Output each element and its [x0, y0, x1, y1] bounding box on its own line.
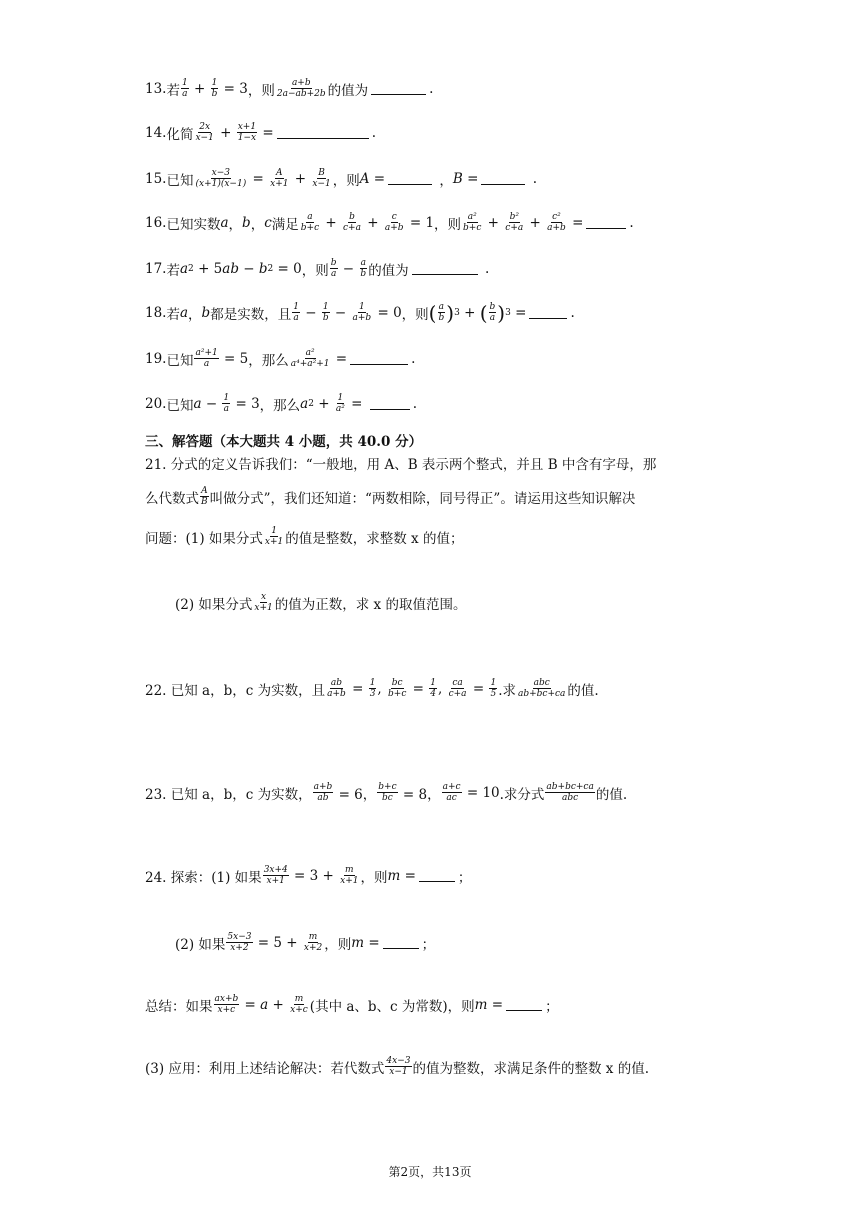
fraction: $\frac{\text{a²}}{b+c}$ — [463, 212, 482, 233]
fraction: $\frac{B}{x-1}$ — [312, 168, 331, 189]
fraction: $\frac{1}{a}$ — [223, 393, 230, 414]
fraction: $\frac{1}{\text{a²}}$ — [335, 393, 345, 414]
fraction: $\frac{c}{a+b}$ — [384, 212, 404, 233]
fraction: $\frac{a}{b}$ — [360, 258, 367, 279]
fraction: $\frac{5x-3}{x+2}$ — [227, 932, 252, 953]
problem-24-part1: 24. 探索：(1) 如果 $\frac{3x+4}{x+1}$ = 3 + $\frac{m}{x+1}$ ，则 m = ； — [145, 865, 472, 886]
problem-24-part2: (2) 如果 $\frac{5x-3}{x+2}$ = 5 + $\frac{m}{x+2}$ ，则 m = ； — [175, 932, 436, 953]
answer-blank[interactable] — [383, 936, 419, 949]
problem-21-line2: 么代数式 $\frac{A}{B}$ 叫做分式”，我们还知道：“两数相除，同号得正”。请运用这些知识解决 — [145, 486, 636, 507]
problem-21-line3: 问题：(1) 如果分式 $\frac{1}{x+1}$ 的值是整数，求整数 x 的值； — [145, 526, 464, 547]
problem-22: 22. 已知 a，b，c 为实数，且 $\frac{ab}{a+b}$ = $\frac{1}{3}$ , $\frac{bc}{b+c}$ = $\frac{1}{4}$ , $\frac{ca}{c+a}$ = $\frac{1}{5}$ .求 $\frac{\text{abc}}{ab+bc+ca}$ 的值. — [145, 678, 599, 699]
problem-21-line1: 21. 分式的定义告诉我们：“一般地，用 A、B 表示两个整式，并且 B 中含有字母，那 — [145, 457, 657, 473]
fraction: $\frac{a+b}{2a-ab+2b}$ — [276, 78, 326, 99]
fraction: $\frac{ab+bc+ca}{\text{abc}}$ — [546, 782, 594, 803]
answer-blank[interactable] — [412, 262, 478, 275]
fraction: $\frac{x-3}{(x+1)(x-1)}$ — [195, 168, 247, 189]
fraction: $\frac{1}{a}$ — [293, 302, 299, 323]
fraction: $\frac{ab}{a+b}$ — [327, 678, 346, 699]
fraction: $\frac{\text{a²+1}}{a}$ — [195, 348, 218, 369]
fraction: $\frac{bc}{b+c}$ — [388, 678, 407, 699]
fraction: $\frac{1}{b}$ — [211, 78, 218, 99]
answer-blank[interactable] — [370, 397, 410, 410]
answer-blank[interactable] — [388, 172, 432, 185]
problem-16: 16. 已知实数 a ， b ， c 满足 $\frac{a}{b+c}$ + $\frac{b}{c+a}$ + $\frac{c}{a+b}$ = 1 ，则 $\frac{\text{a²}}{b+c}$ + $\frac{\text{b²}}{c+a}$ + $\frac{\text{c²}}{a+b}$ = . — [145, 212, 634, 233]
fraction: $\frac{m}{x+c}$ — [290, 994, 308, 1015]
fraction: $\frac{a+c}{ac}$ — [442, 782, 461, 803]
fraction: $\frac{1}{5}$ — [490, 678, 497, 699]
fraction: $\frac{3x+4}{x+1}$ — [263, 865, 288, 886]
fraction: $\frac{ax+b}{x+c}$ — [214, 994, 239, 1015]
fraction: $\frac{1}{3}$ — [369, 678, 376, 699]
fraction: $\frac{1}{4}$ — [430, 678, 436, 699]
problem-13: 13. 若 $\frac{1}{a}$ + $\frac{1}{b}$ = 3 ，则 $\frac{a+b}{2a-ab+2b}$ 的值为 . — [145, 78, 434, 99]
fraction: $\frac{\text{c²}}{a+b}$ — [547, 212, 566, 233]
fraction: $\frac{m}{x+2}$ — [303, 932, 323, 953]
problem-17: 17. 若 a 2 + 5 ab − b 2 = 0 ，则 $\frac{b}{a}$ − $\frac{a}{b}$ 的值为 . — [145, 258, 490, 279]
answer-blank[interactable] — [529, 306, 567, 319]
fraction: $\frac{a}{b+c}$ — [300, 212, 320, 233]
answer-blank[interactable] — [350, 352, 408, 365]
answer-blank[interactable] — [481, 172, 525, 185]
fraction: $\frac{1}{x+1}$ — [264, 526, 284, 547]
fraction: $\frac{b}{a}$ — [330, 258, 337, 279]
fraction: $\frac{A}{x+1}$ — [270, 168, 289, 189]
problem-20: 20. 已知 a − $\frac{1}{a}$ = 3 ，那么 a 2 + $\frac{1}{\text{a²}}$ = . — [145, 393, 418, 414]
page-footer: 第2页，共13页 — [388, 1165, 472, 1179]
problem-19: 19. 已知 $\frac{\text{a²+1}}{a}$ = 5 ，那么 $\frac{\text{a²}}{\text{a⁴+a²+1}}$ = . — [145, 348, 416, 369]
fraction: $\frac{A}{B}$ — [201, 486, 208, 507]
fraction: $\frac{1}{b}$ — [322, 302, 329, 323]
fraction: $\frac{x}{x+1}$ — [254, 592, 273, 613]
section-heading: 三、解答题（本大题共 4 小题，共 40.0 分） — [145, 434, 423, 450]
answer-blank[interactable] — [506, 998, 542, 1011]
fraction: $\frac{4x-3}{x-1}$ — [386, 1056, 411, 1077]
problem-18: 18. 若 a ， b 都是实数，且 $\frac{1}{a}$ − $\frac{1}{b}$ − $\frac{1}{a+b}$ = 0 ，则 ( $\frac{a}{b}$ ) 3 + ( $\frac{b}{a}$ ) 3 = . — [145, 300, 575, 325]
problem-24-part3: (3) 应用：利用上述结论解决：若代数式 $\frac{4x-3}{x-1}$ 的值为整数，求满足条件的整数 x 的值. — [145, 1056, 649, 1077]
answer-blank[interactable] — [419, 869, 455, 882]
fraction: $\frac{1}{a+b}$ — [352, 302, 372, 323]
fraction: $\frac{\text{a²}}{\text{a⁴+a²+1}}$ — [290, 348, 330, 369]
answer-blank[interactable] — [586, 216, 626, 229]
fraction: $\frac{2x}{x-1}$ — [195, 122, 214, 143]
problem-24-summary: 总结：如果 $\frac{ax+b}{x+c}$ = a + $\frac{m}{x+c}$ (其中 a、b、c 为常数)，则 m = ； — [145, 994, 559, 1015]
fraction: $\frac{a+b}{ab}$ — [313, 782, 333, 803]
fraction: $\frac{m}{x+1}$ — [340, 865, 359, 886]
fraction: $\frac{a}{b}$ — [438, 302, 445, 323]
fraction: $\frac{b}{a}$ — [489, 302, 496, 323]
fraction: $\frac{x+1}{1-x}$ — [237, 122, 257, 143]
problem-15: 15. 已知 $\frac{x-3}{(x+1)(x-1)}$ = $\frac{A}{x+1}$ + $\frac{B}{x-1}$ ，则 A = ， B = . — [145, 168, 537, 189]
fraction: $\frac{b}{c+a}$ — [343, 212, 361, 233]
problem-21-line4: (2) 如果分式 $\frac{x}{x+1}$ 的值为正数，求 x 的取值范围。 — [175, 592, 467, 613]
problem-14: 14. 化简 $\frac{2x}{x-1}$ + $\frac{x+1}{1-x}$ = . — [145, 122, 376, 143]
fraction: $\frac{1}{a}$ — [181, 78, 188, 99]
problem-23: 23. 已知 a，b，c 为实数， $\frac{a+b}{ab}$ = 6， $\frac{b+c}{bc}$ = 8， $\frac{a+c}{ac}$ = 10 .求分式 $\frac{ab+bc+ca}{\text{abc}}$ 的值. — [145, 782, 628, 803]
fraction: $\frac{b+c}{bc}$ — [378, 782, 397, 803]
fraction: $\frac{ca}{c+a}$ — [448, 678, 467, 699]
answer-blank[interactable] — [277, 126, 369, 139]
fraction: $\frac{\text{b²}}{c+a}$ — [505, 212, 524, 233]
answer-blank[interactable] — [371, 82, 426, 95]
fraction: $\frac{\text{abc}}{ab+bc+ca}$ — [517, 678, 566, 699]
